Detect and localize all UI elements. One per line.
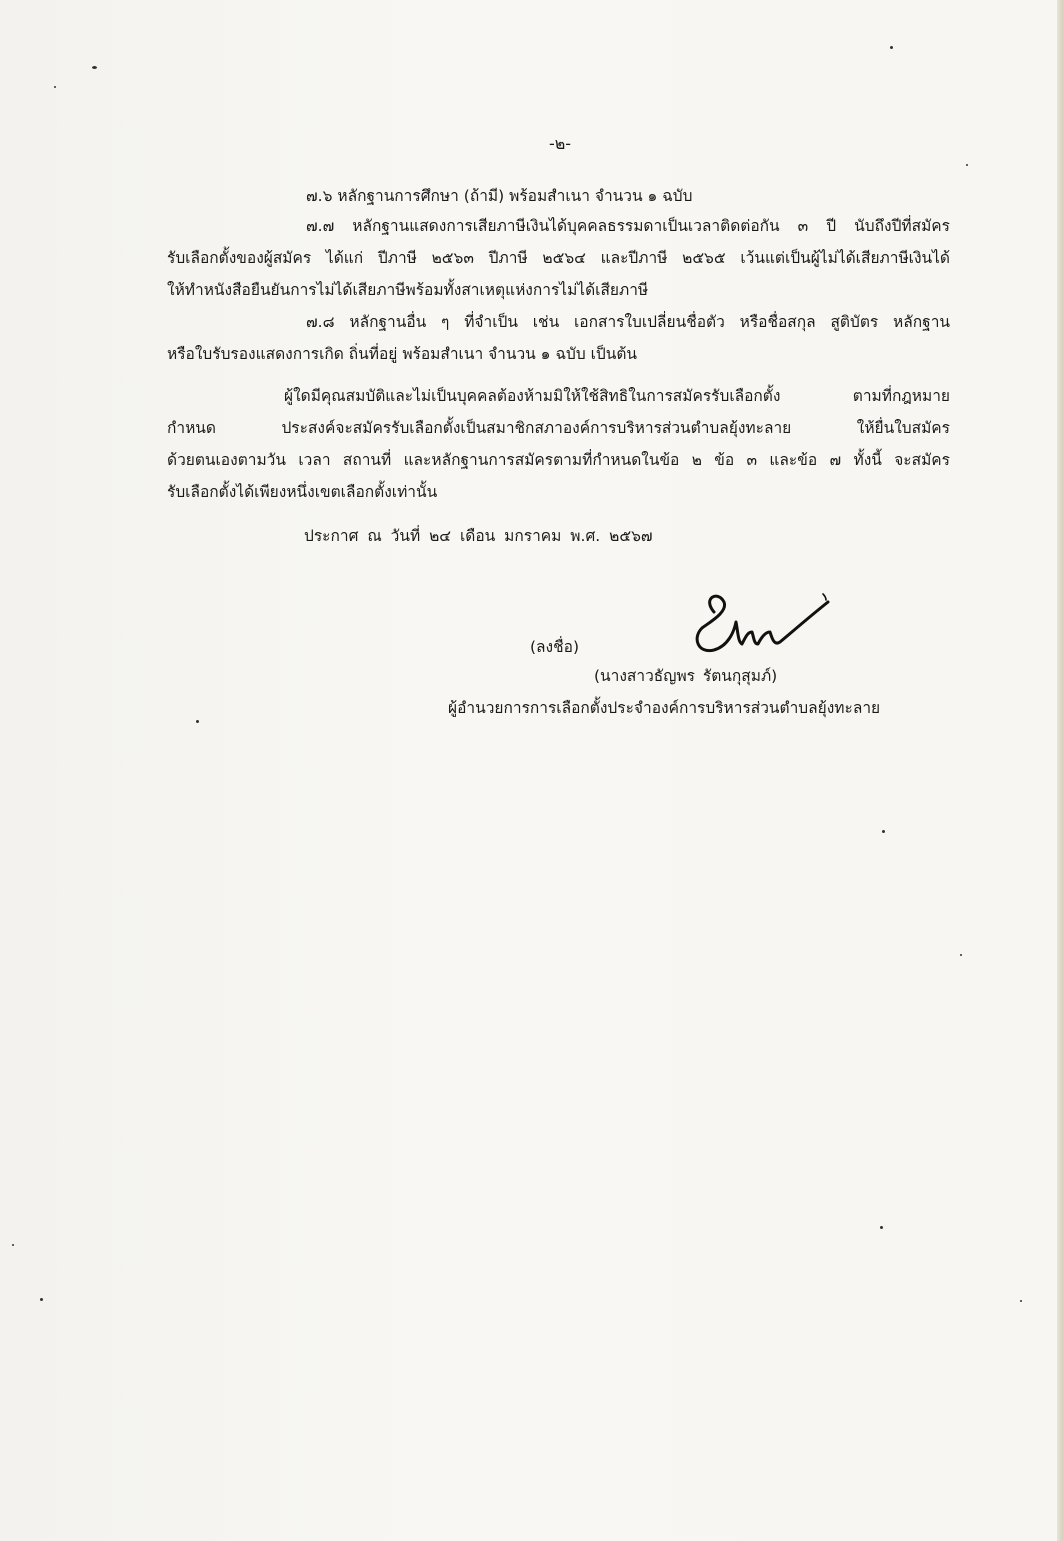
paragraph-line-1: ผู้ใดมีคุณสมบัติและไม่เป็นบุคคลต้องห้ามมิให้ใช้สิทธิในการสมัครรับเลือกตั้ง ตามที่กฎหมาย: [284, 387, 950, 405]
paragraph-line-4: รับเลือกตั้งได้เพียงหนึ่งเขตเลือกตั้งเท่านั้น: [167, 483, 438, 501]
paragraph-line-3: ด้วยตนเองตามวัน เวลา สถานที่ และหลักฐานการสมัครตามที่กำหนดในข้อ ๒ ข้อ ๓ และข้อ ๗ ทั้งนี้ จะสมัคร: [167, 451, 950, 469]
scan-speck: [890, 46, 893, 49]
item-7-7-line-2: รับเลือกตั้งของผู้สมัคร ได้แก่ ปีภาษี ๒๕๖๓ ปีภาษี ๒๕๖๔ และปีภาษี ๒๕๖๕ เว้นแต่เป็นผู้ไม่ได้เสียภาษีเงินได้: [167, 249, 950, 267]
item-7-8-line-1: ๗.๘ หลักฐานอื่น ๆ ที่จำเป็น เช่น เอกสารใบเปลี่ยนชื่อตัว หรือชื่อสกุล สูติบัตร หลักฐาน: [306, 313, 950, 331]
signature-mark: [684, 588, 834, 664]
scan-speck: [92, 66, 97, 69]
page-number: -๒-: [548, 134, 572, 153]
scan-speck: [12, 1244, 14, 1246]
item-7-8-line-2: หรือใบรับรองแสดงการเกิด ถิ่นที่อยู่ พร้อมสำเนา จำนวน ๑ ฉบับ เป็นต้น: [167, 345, 638, 363]
item-7-7-line-1: ๗.๗ หลักฐานแสดงการเสียภาษีเงินได้บุคคลธรรมดาเป็นเวลาติดต่อกัน ๓ ปี นับถึงปีที่สมัคร: [306, 217, 950, 235]
paragraph-line-2: กำหนด ประสงค์จะสมัครรับเลือกตั้งเป็นสมาชิกสภาองค์การบริหารส่วนตำบลยุ้งทะลาย ให้ยื่นใบสมัคร: [167, 419, 950, 437]
scan-speck: [40, 1298, 43, 1301]
signed-label: (ลงชื่อ): [530, 638, 579, 656]
scan-speck: [882, 830, 885, 833]
scan-speck: [966, 164, 968, 166]
item-7-7-line-3: ให้ทำหนังสือยืนยันการไม่ได้เสียภาษีพร้อมทั้งสาเหตุแห่งการไม่ได้เสียภาษี: [167, 281, 649, 299]
signatory-position: ผู้อำนวยการการเลือกตั้งประจำองค์การบริหารส่วนตำบลยุ้งทะลาย: [448, 699, 881, 717]
scan-speck: [1020, 1300, 1022, 1302]
scan-speck: [54, 86, 56, 88]
signatory-name: (นางสาวธัญพร รัตนกุสุมภ์): [594, 667, 778, 685]
page-edge: [1057, 0, 1063, 1541]
scan-speck: [960, 954, 962, 956]
scan-speck: [880, 1226, 883, 1229]
item-7-6: ๗.๖ หลักฐานการศึกษา (ถ้ามี) พร้อมสำเนา จำนวน ๑ ฉบับ: [306, 187, 693, 205]
announcement-date: ประกาศ ณ วันที่ ๒๔ เดือน มกราคม พ.ศ. ๒๕๖๗: [304, 527, 653, 545]
scan-speck: [196, 720, 199, 723]
